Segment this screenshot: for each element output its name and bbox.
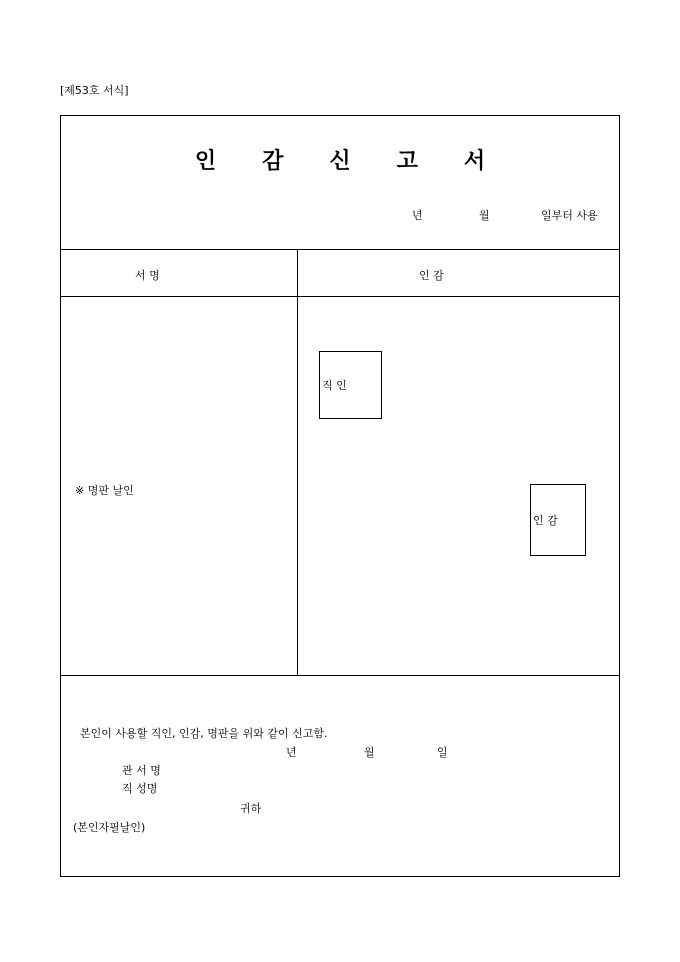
seal-column-header: 인 감 — [419, 269, 444, 282]
form-number: [제53호 서식] — [60, 84, 129, 97]
form-title — [61, 144, 619, 175]
signature-note: (본인자필날인) — [73, 821, 146, 834]
stamp-area — [61, 297, 619, 676]
office-head-label: 관 서 명 — [122, 764, 161, 777]
title-char: 감 — [262, 148, 284, 174]
rank-name-label: 직 성명 — [122, 782, 158, 795]
official-seal-label: 직 인 — [322, 379, 347, 392]
title-char: 고 — [396, 148, 418, 174]
title-char: 신 — [329, 148, 351, 174]
declaration-statement: 본인이 사용할 직인, 인감, 명판을 위와 같이 신고함. — [80, 727, 328, 740]
form-header — [61, 116, 619, 250]
usage-day-suffix: 일부터 사용 — [541, 209, 598, 222]
declaration-year-label: 년 — [286, 746, 297, 759]
nameplate-stamp-note: ※ 명판 날인 — [75, 484, 134, 497]
column-header-row — [61, 249, 619, 297]
declaration-day-label: 일 — [437, 746, 448, 759]
title-char: 인 — [194, 148, 217, 174]
title-char: 서 — [463, 148, 486, 174]
official-seal-box — [319, 351, 382, 419]
seal-registration-form — [60, 115, 620, 877]
registered-seal-box — [530, 484, 586, 556]
registered-seal-label: 인 감 — [533, 514, 558, 527]
signature-column-header: 서 명 — [135, 269, 160, 282]
usage-year-label: 년 — [412, 209, 423, 222]
declaration-month-label: 월 — [364, 746, 375, 759]
addressee-label: 귀하 — [240, 802, 262, 815]
usage-month-label: 월 — [479, 209, 490, 222]
